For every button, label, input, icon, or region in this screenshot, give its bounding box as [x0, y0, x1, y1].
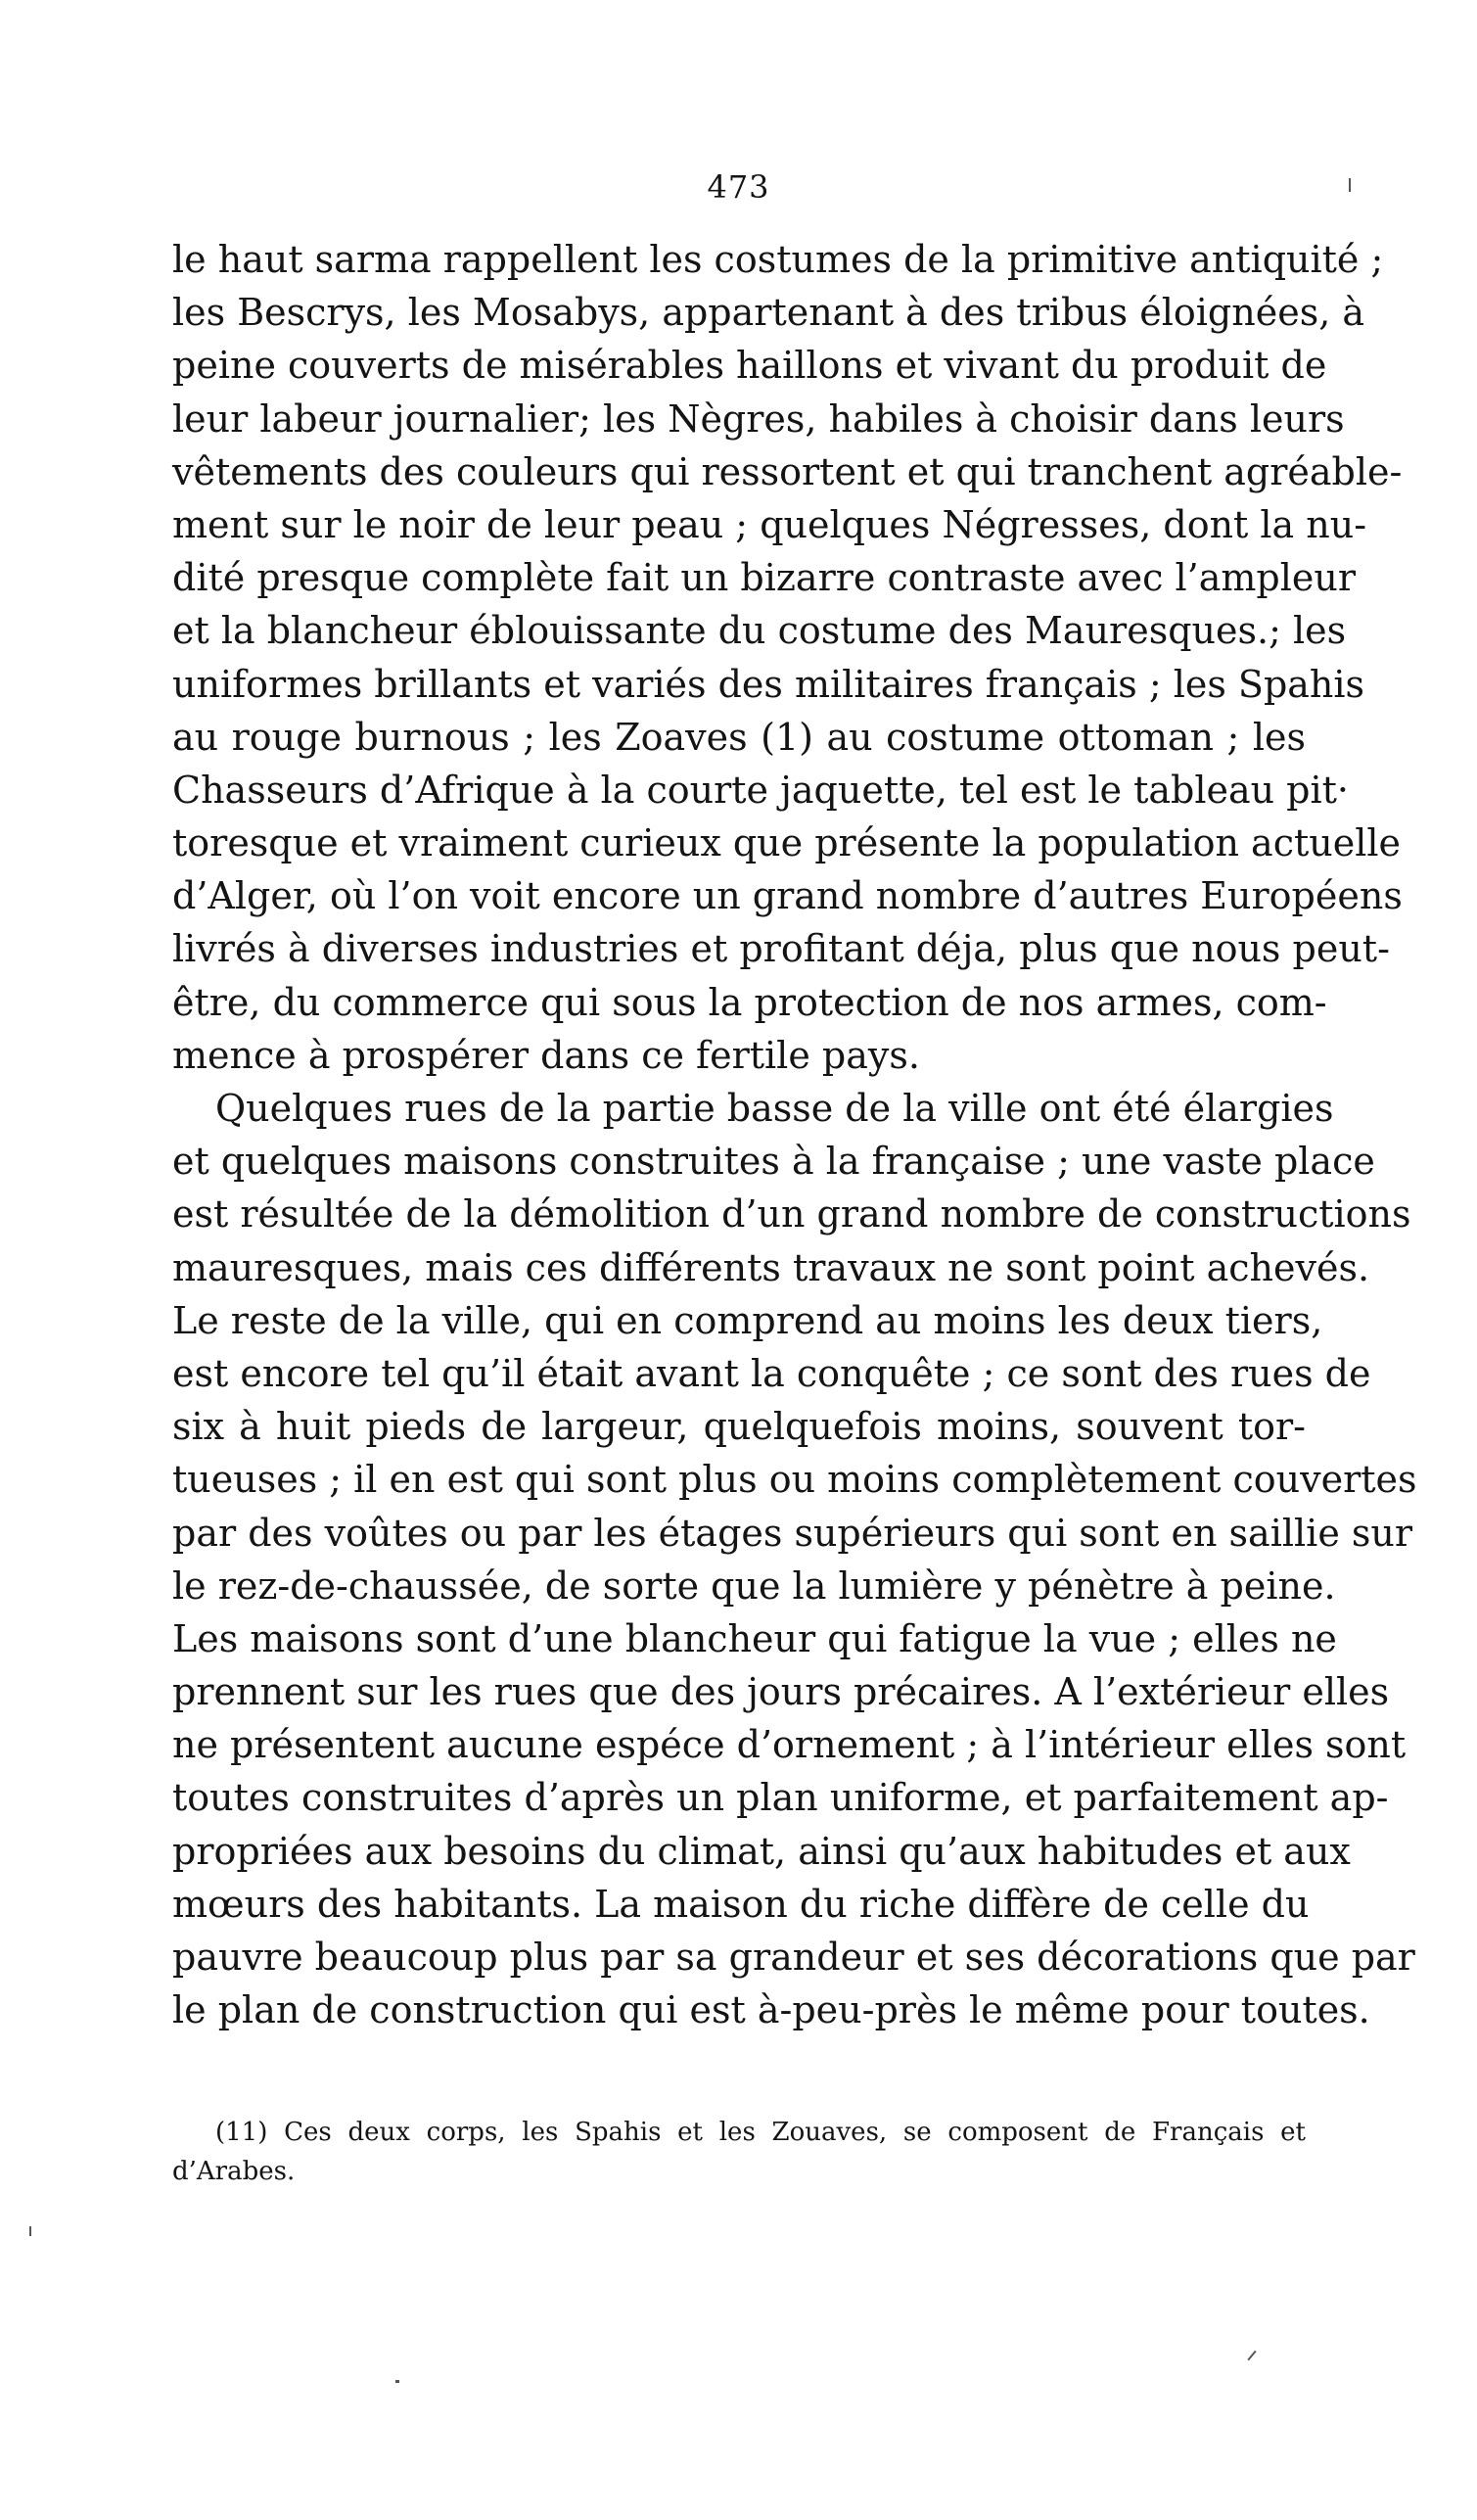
scan-speck	[1349, 178, 1351, 192]
text-line: Le reste de la ville, qui en comprend au moins les deux tiers,	[172, 1298, 1323, 1342]
text-line: toresque et vraiment curieux que présente la population actuelle	[172, 821, 1402, 865]
text-line: les Bescrys, les Mosabys, appartenant à des tribus éloignées, à	[172, 291, 1365, 335]
footnote	[172, 2113, 1306, 2191]
text-line: d’Alger, où l’on voit encore un grand nombre d’autres Européens	[172, 874, 1403, 918]
text-line: par des voûtes ou par les étages supérieurs qui sont en saillie sur	[172, 1511, 1413, 1555]
text-line: prennent sur les rues que des jours précaires. A l’extérieur elles	[172, 1670, 1390, 1714]
body-text	[172, 233, 1417, 2036]
text-line: Chasseurs d’Afrique à la courte jaquette, tel est le tableau pit·	[172, 768, 1349, 812]
text-line: peine couverts de misérables haillons et vivant du produit de	[172, 344, 1327, 388]
footnote-line: d’Arabes.	[172, 2157, 296, 2186]
text-line: toutes construites d’après un plan uniforme, et parfaitement ap-	[172, 1776, 1389, 1820]
footnote-line: (11) Ces deux corps, les Spahis et les Zouaves, se composent de Français et	[215, 2118, 1306, 2147]
text-line: le plan de construction qui est à-peu-près le même pour toutes.	[172, 1988, 1370, 2032]
text-line: le rez-de-chaussée, de sorte que la lumière y pénètre à peine.	[172, 1563, 1336, 1608]
text-line: uniformes brillants et variés des militaires français ; les Spahis	[172, 662, 1365, 706]
paragraph-2	[172, 1082, 1417, 2036]
text-line: pauvre beaucoup plus par sa grandeur et ses décorations que par	[172, 1936, 1415, 1979]
text-line: livrés à diverses industries et profitant déja, plus que nous peut-	[172, 927, 1390, 971]
scan-speck	[395, 2380, 399, 2383]
text-line: et quelques maisons construites à la française ; une vaste place	[172, 1140, 1375, 1184]
text-line: est résultée de la démolition d’un grand nombre de constructions	[172, 1192, 1411, 1237]
text-line: six à huit pieds de largeur, quelquefois moins, souvent tor-	[172, 1405, 1306, 1449]
paragraph-1	[172, 233, 1403, 1082]
page-number: 473	[707, 168, 770, 206]
text-line: Les maisons sont d’une blancheur qui fatigue la vue ; elles ne	[172, 1616, 1337, 1660]
text-line: Quelques rues de la partie basse de la ville ont été élargies	[215, 1087, 1334, 1130]
text-line: propriées aux besoins du climat, ainsi qu’aux habitudes et aux	[172, 1829, 1351, 1873]
text-line: dité presque complète fait un bizarre contraste avec l’ampleur	[172, 556, 1357, 600]
text-line: est encore tel qu’il était avant la conquête ; ce sont des rues de	[172, 1351, 1371, 1395]
text-line: ne présentent aucune espéce d’ornement ; à l’intérieur elles sont	[172, 1723, 1407, 1767]
text-line: mœurs des habitants. La maison du riche diffère de celle du	[172, 1882, 1310, 1926]
text-line: au rouge burnous ; les Zoaves (1) au costume ottoman ; les	[172, 715, 1306, 759]
text-line: et la blancheur éblouissante du costume des Mauresques.; les	[172, 609, 1347, 653]
scan-speck	[29, 2226, 31, 2236]
text-line: leur labeur journalier; les Nègres, habiles à choisir dans leurs	[172, 397, 1345, 441]
text-line: vêtements des couleurs qui ressortent et qui tranchent agréable-	[172, 449, 1403, 493]
text-line: le haut sarma rappellent les costumes de la primitive antiquité ;	[172, 238, 1384, 281]
text-line: mauresques, mais ces différents travaux ne sont point achevés.	[172, 1245, 1370, 1289]
text-line: tueuses ; il en est qui sont plus ou moins complètement couvertes	[172, 1458, 1417, 1502]
scan-speck	[1247, 2351, 1256, 2360]
text-line: être, du commerce qui sous la protection de nos armes, com-	[172, 980, 1327, 1024]
text-line: ment sur le noir de leur peau ; quelques Négresses, dont la nu-	[172, 502, 1367, 546]
text-line: mence à prospérer dans ce fertile pays.	[172, 1033, 920, 1077]
